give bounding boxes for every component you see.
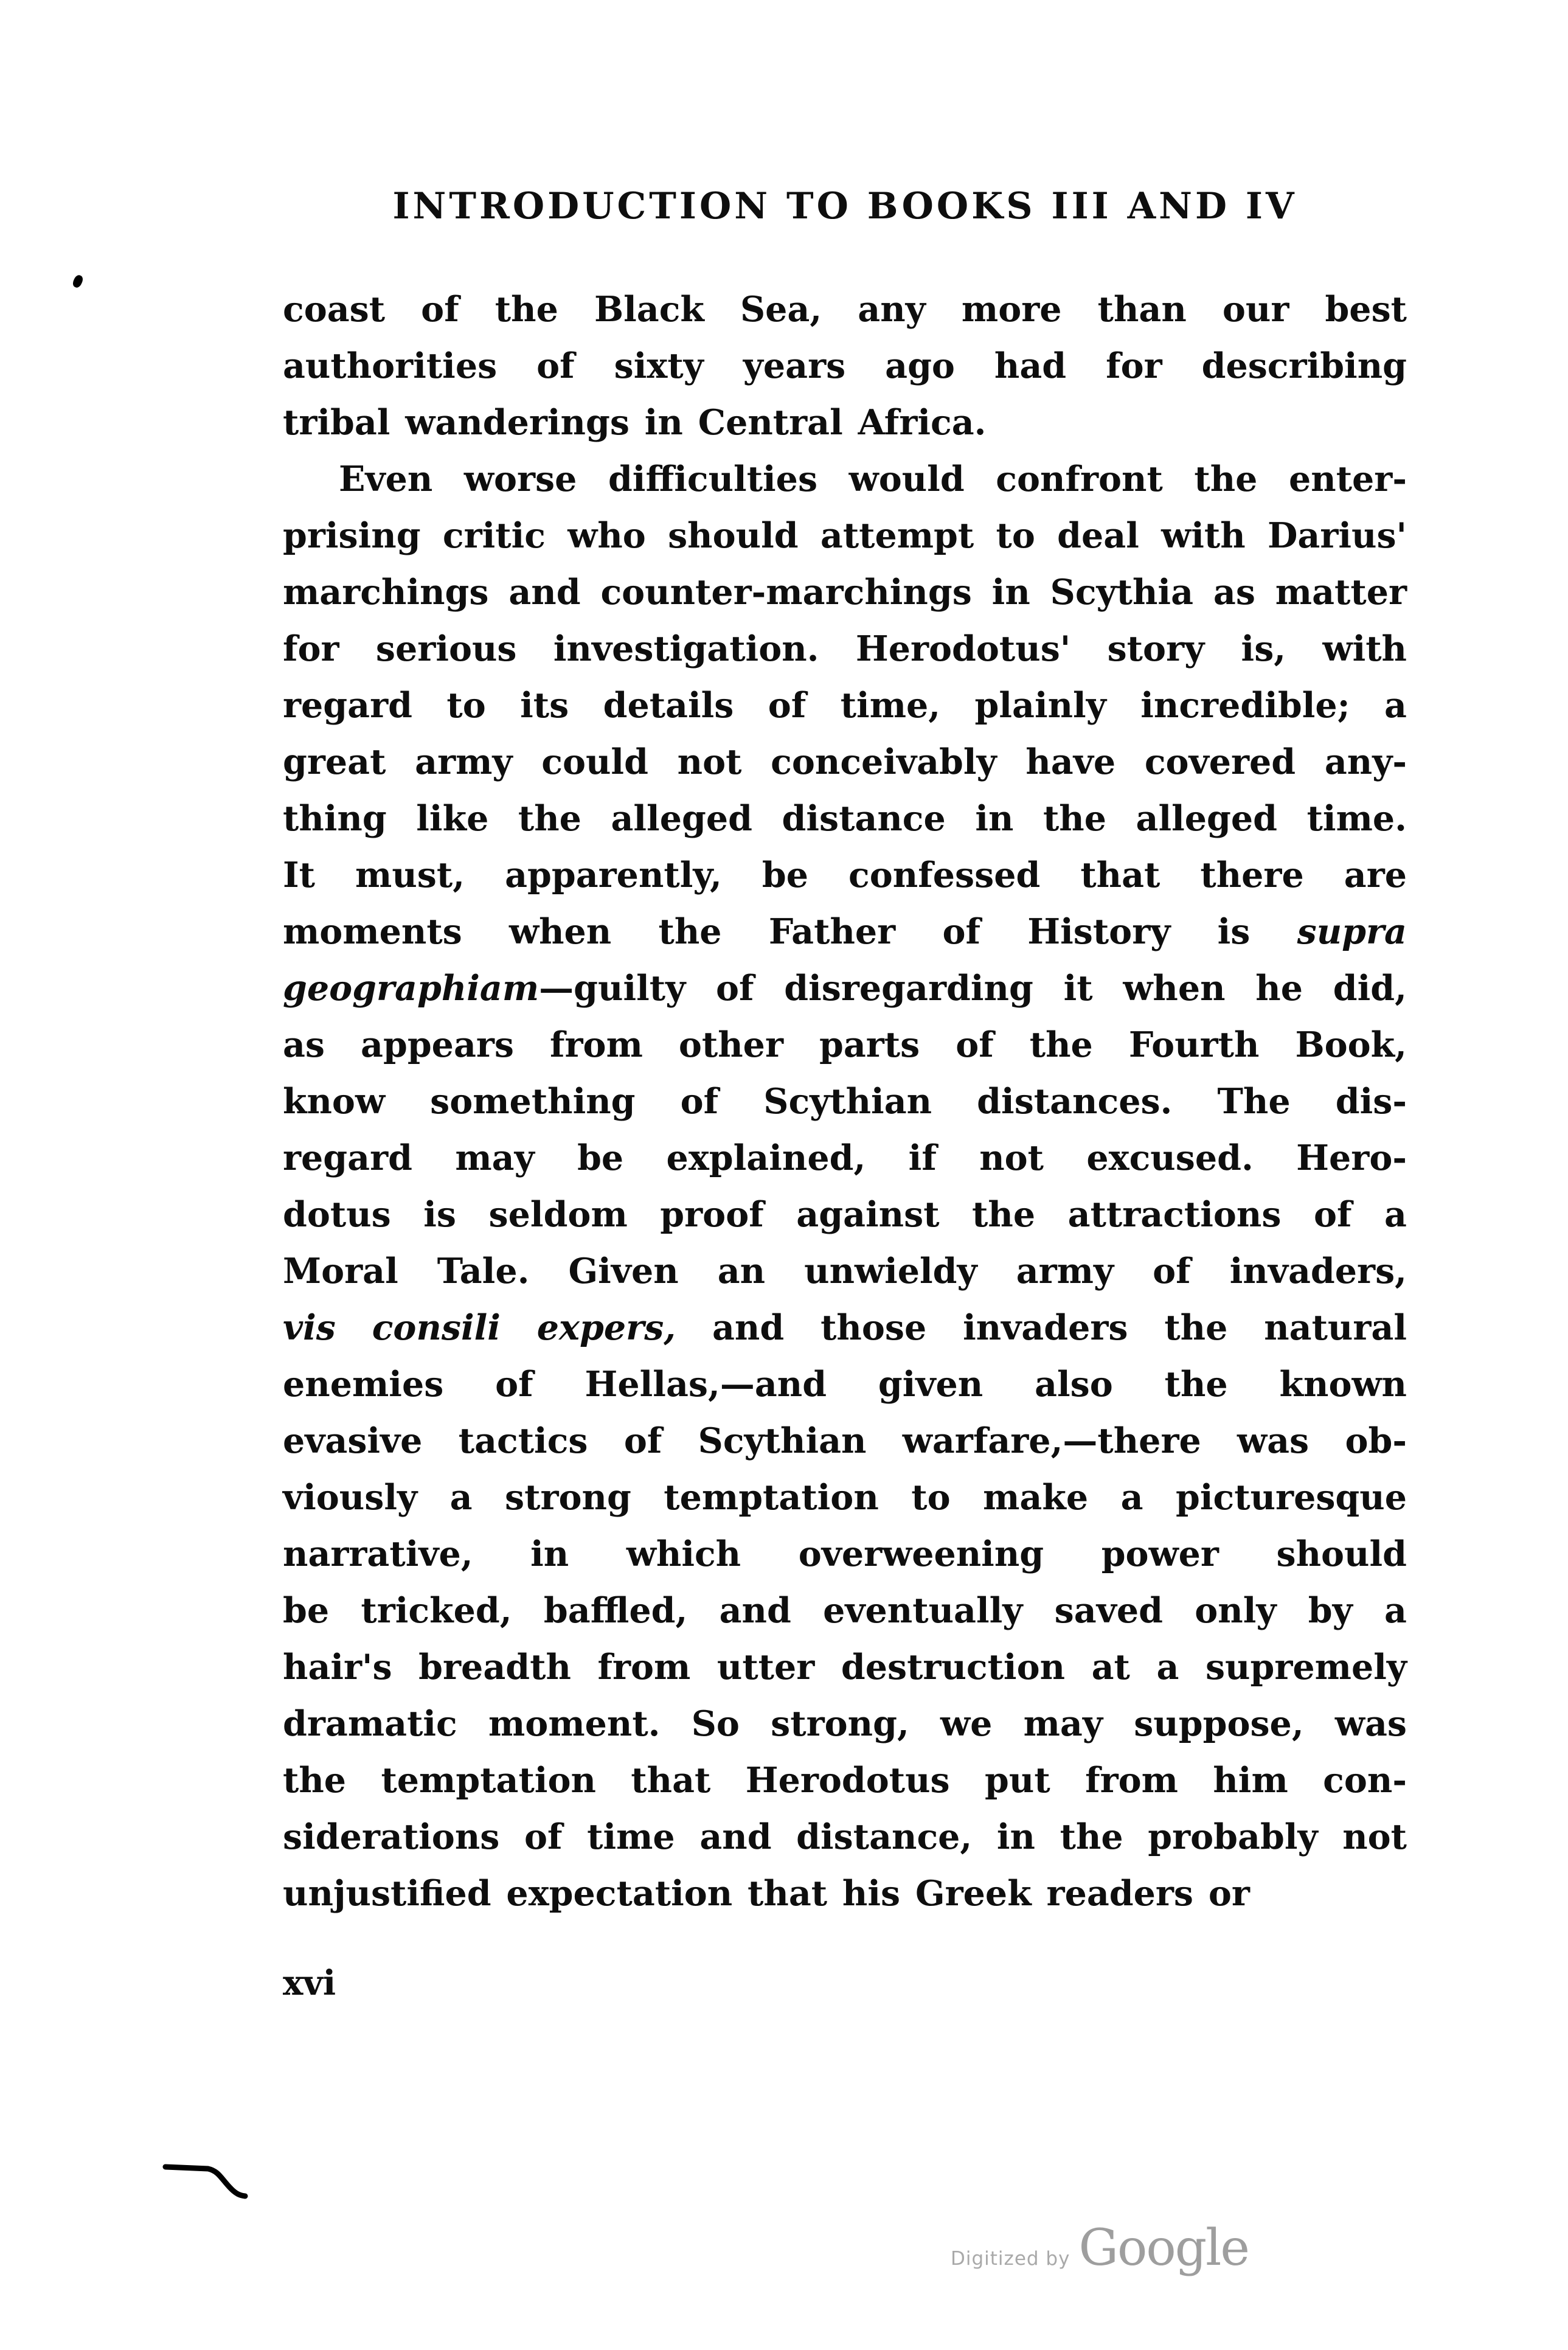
text-segment: be tricked, baffled, and eventually saved only by a bbox=[283, 1590, 1407, 1631]
text-line bbox=[283, 847, 1407, 903]
italic-text-segment: supra bbox=[1297, 911, 1407, 952]
text-segment: siderations of time and distance, in the probably not bbox=[283, 1816, 1407, 1857]
text-line bbox=[283, 960, 1407, 1017]
watermark bbox=[951, 2219, 1249, 2277]
text-segment: dramatic moment. So strong, we may suppose, was bbox=[283, 1703, 1407, 1744]
text-line bbox=[283, 1299, 1407, 1356]
digitized-by-label: Digitized by bbox=[951, 2248, 1070, 2270]
google-logo: Google bbox=[1078, 2219, 1249, 2277]
text-line bbox=[283, 1130, 1407, 1186]
text-segment: hair's breadth from utter destruction at a supremely bbox=[283, 1647, 1407, 1688]
text-line bbox=[283, 1695, 1407, 1752]
text-line bbox=[283, 1356, 1407, 1413]
text-segment: coast of the Black Sea, any more than our best bbox=[283, 289, 1407, 330]
text-segment: It must, apparently, be confessed that there are bbox=[283, 855, 1407, 895]
text-line bbox=[283, 1413, 1407, 1469]
text-segment: unjustified expectation that his Greek readers or bbox=[283, 1873, 1250, 1914]
text-line bbox=[283, 281, 1407, 338]
text-line bbox=[283, 338, 1407, 394]
text-line bbox=[283, 1186, 1407, 1243]
text-line bbox=[283, 734, 1407, 790]
ink-speck bbox=[71, 274, 84, 289]
page-title: INTRODUCTION TO BOOKS III AND IV bbox=[392, 185, 1297, 228]
text-line bbox=[283, 1017, 1407, 1073]
text-segment: the temptation that Herodotus put from him con- bbox=[283, 1760, 1407, 1801]
text-segment: dotus is seldom proof against the attractions of a bbox=[283, 1194, 1407, 1235]
text-segment: moments when the Father of History is bbox=[283, 911, 1297, 952]
text-line bbox=[283, 1526, 1407, 1582]
text-line bbox=[283, 1865, 1407, 1922]
page-number: xvi bbox=[283, 1963, 336, 2003]
text-segment: thing like the alleged distance in the alleged time. bbox=[283, 798, 1407, 839]
text-line bbox=[283, 564, 1407, 621]
text-segment: great army could not conceivably have covered any- bbox=[283, 742, 1407, 782]
text-segment: know something of Scythian distances. The dis- bbox=[283, 1081, 1407, 1122]
text-segment: for serious investigation. Herodotus' story is, with bbox=[283, 628, 1407, 669]
text-line bbox=[283, 1073, 1407, 1130]
text-segment: viously a strong temptation to make a picturesque bbox=[283, 1477, 1407, 1518]
body-text bbox=[283, 281, 1407, 1922]
text-line bbox=[283, 1752, 1407, 1809]
text-segment: Moral Tale. Given an unwieldy army of invaders, bbox=[283, 1251, 1407, 1291]
italic-text-segment: geographiam bbox=[283, 968, 539, 1009]
text-segment: as appears from other parts of the Fourth Book, bbox=[283, 1024, 1407, 1065]
text-segment: tribal wanderings in Central Africa. bbox=[283, 402, 987, 443]
text-segment: narrative, in which overweening power should bbox=[283, 1534, 1407, 1574]
text-segment: —guilty of disregarding it when he did, bbox=[539, 968, 1407, 1009]
text-segment: regard may be explained, if not excused. Hero- bbox=[283, 1138, 1407, 1178]
text-line bbox=[283, 1243, 1407, 1299]
text-line bbox=[283, 621, 1407, 677]
text-segment: regard to its details of time, plainly incredible; a bbox=[283, 685, 1407, 726]
text-segment: enemies of Hellas,—and given also the known bbox=[283, 1364, 1407, 1405]
text-line bbox=[283, 1469, 1407, 1526]
text-line bbox=[283, 1582, 1407, 1639]
text-line bbox=[283, 1639, 1407, 1695]
text-segment: marchings and counter-marchings in Scythia as matter bbox=[283, 572, 1407, 613]
text-line bbox=[283, 903, 1407, 960]
text-segment: and those invaders the natural bbox=[676, 1307, 1407, 1348]
text-segment: authorities of sixty years ago had for describing bbox=[283, 346, 1407, 386]
pen-mark bbox=[157, 2152, 254, 2210]
text-line bbox=[283, 394, 1407, 451]
text-line bbox=[283, 677, 1407, 734]
text-segment: evasive tactics of Scythian warfare,—there was ob- bbox=[283, 1420, 1407, 1461]
text-line bbox=[283, 1809, 1407, 1865]
text-line bbox=[283, 507, 1407, 564]
text-segment: Even worse difficulties would confront the enter- bbox=[339, 459, 1407, 499]
text-line bbox=[283, 790, 1407, 847]
italic-text-segment: vis consili expers, bbox=[283, 1307, 676, 1348]
text-line bbox=[283, 451, 1407, 507]
text-segment: prising critic who should attempt to deal with Darius' bbox=[283, 515, 1407, 556]
